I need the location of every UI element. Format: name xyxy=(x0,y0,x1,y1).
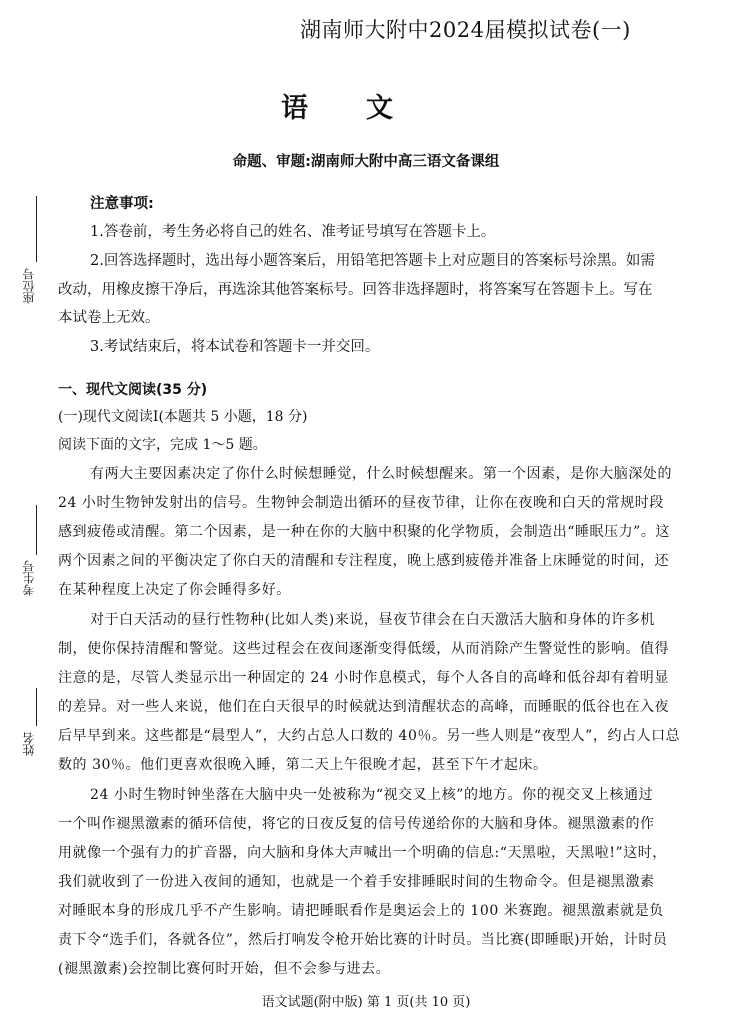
setter-line: 命题、审题:湖南师大附中高三语文备课组 xyxy=(232,154,500,170)
seat-number-line xyxy=(36,196,37,262)
exam-number-line xyxy=(36,505,37,555)
passage-line: 我们就收到了一份进入夜间的通知，也就是一个着手安排睡眠时间的生物命令。但是褪黑激素 xyxy=(58,874,655,890)
passage-line: 有两大主要因素决定了你什么时候想睡觉，什么时候想醒来。第一个因素，是你大脑深处的 xyxy=(90,466,672,482)
passage-line: 数的 30％。他们更喜欢很晚入睡，第二天上午很晚才起，甚至下午才起床。 xyxy=(58,757,548,773)
passage-line: 对睡眠本身的形成几乎不产生影响。请把睡眠看作是奥运会上的 100 米赛跑。褪黑激素就是负 xyxy=(58,903,664,919)
exam-number-label: 考生号 xyxy=(22,560,36,596)
passage-line: 对于白天活动的昼行性物种(比如人类)来说，昼夜节律会在白天激活大脑和身体的许多机 xyxy=(90,612,655,628)
subject-title: 语文 xyxy=(281,93,451,124)
passage-line: 用就像一个强有力的扩音器，向大脑和身体大声喊出一个明确的信息:“天黑啦，天黑啦!”这时， xyxy=(58,845,667,861)
section-title: 一、现代文阅读(35 分) xyxy=(58,382,208,398)
reading-instruction: 阅读下面的文字，完成 1～5 题。 xyxy=(58,437,267,453)
passage-line: 24 小时生物时钟坐落在大脑中央一处被称为“视交叉上核”的地方。你的视交叉上核通过 xyxy=(90,787,654,803)
notice-title: 注意事项: xyxy=(90,196,154,212)
name-line xyxy=(36,688,37,726)
passage-line: 感到疲倦或清醒。第二个因素，是一种在你的大脑中积聚的化学物质，会制造出“睡眠压力”。这 xyxy=(58,524,670,540)
seat-number-label: 座位号 xyxy=(22,268,36,304)
passage-line: (褪黑激素)会控制比赛何时开始，但不会参与进去。 xyxy=(58,961,391,977)
passage-line: 注意的是，尽管人类显示出一种固定的 24 小时作息模式，每个人各自的高峰和低谷却有着明显 xyxy=(58,670,669,686)
subsection-title: (一)现代文阅读Ⅰ(本题共 5 小题，18 分) xyxy=(58,409,308,425)
passage-line: 制，使你保持清醒和警觉。这些过程会在夜间逐渐变得低缓，从而消除产生警觉性的影响。值得 xyxy=(58,641,670,657)
notice-item-2-line-2: 改动，用橡皮擦干净后，再选涂其他答案标号。回答非选择题时，将答案写在答题卡上。写在 xyxy=(58,282,653,298)
passage-line: 24 小时生物钟发射出的信号。生物钟会制造出循环的昼夜节律，让你在夜晚和白天的常规时段 xyxy=(58,495,664,511)
passage-line: 的差异。对一些人来说，他们在白天很早的时候就达到清醒状态的高峰，而睡眠的低谷也在入夜 xyxy=(58,699,670,715)
passage-line: 一个叫作褪黑激素的循环信使，将它的日夜反复的信号传递给你的大脑和身体。褪黑激素的作 xyxy=(58,816,655,832)
passage-line: 两个因素之间的平衡决定了你白天的清醒和专注程度，晚上感到疲倦并准备上床睡觉的时间，还 xyxy=(58,553,670,569)
passage-line: 后早早到来。这些都是“晨型人”，大约占总人口数的 40％。另一些人则是“夜型人”，约占人口总 xyxy=(58,728,681,744)
name-label: 姓名 xyxy=(22,732,36,756)
notice-item-2-line-3: 本试卷上无效。 xyxy=(58,310,160,326)
passage-line: 在某种程度上决定了你会睡得多好。 xyxy=(58,582,291,598)
page-footer: 语文试题(附中版) 第 1 页(共 10 页) xyxy=(261,995,471,1010)
exam-title: 湖南师大附中2024届模拟试卷(一) xyxy=(300,18,631,42)
passage-line: 责下令“选手们，各就各位”，然后打响发令枪开始比赛的计时员。当比赛(即睡眠)开始，计时员 xyxy=(58,932,668,948)
notice-item-1: 1.答卷前，考生务必将自己的姓名、准考证号填写在答题卡上。 xyxy=(90,224,496,240)
notice-item-3: 3.考试结束后，将本试卷和答题卡一并交回。 xyxy=(90,339,380,355)
notice-item-2-line-1: 2.回答选择题时，选出每小题答案后，用铅笔把答题卡上对应题目的答案标号涂黑。如需 xyxy=(90,253,655,269)
